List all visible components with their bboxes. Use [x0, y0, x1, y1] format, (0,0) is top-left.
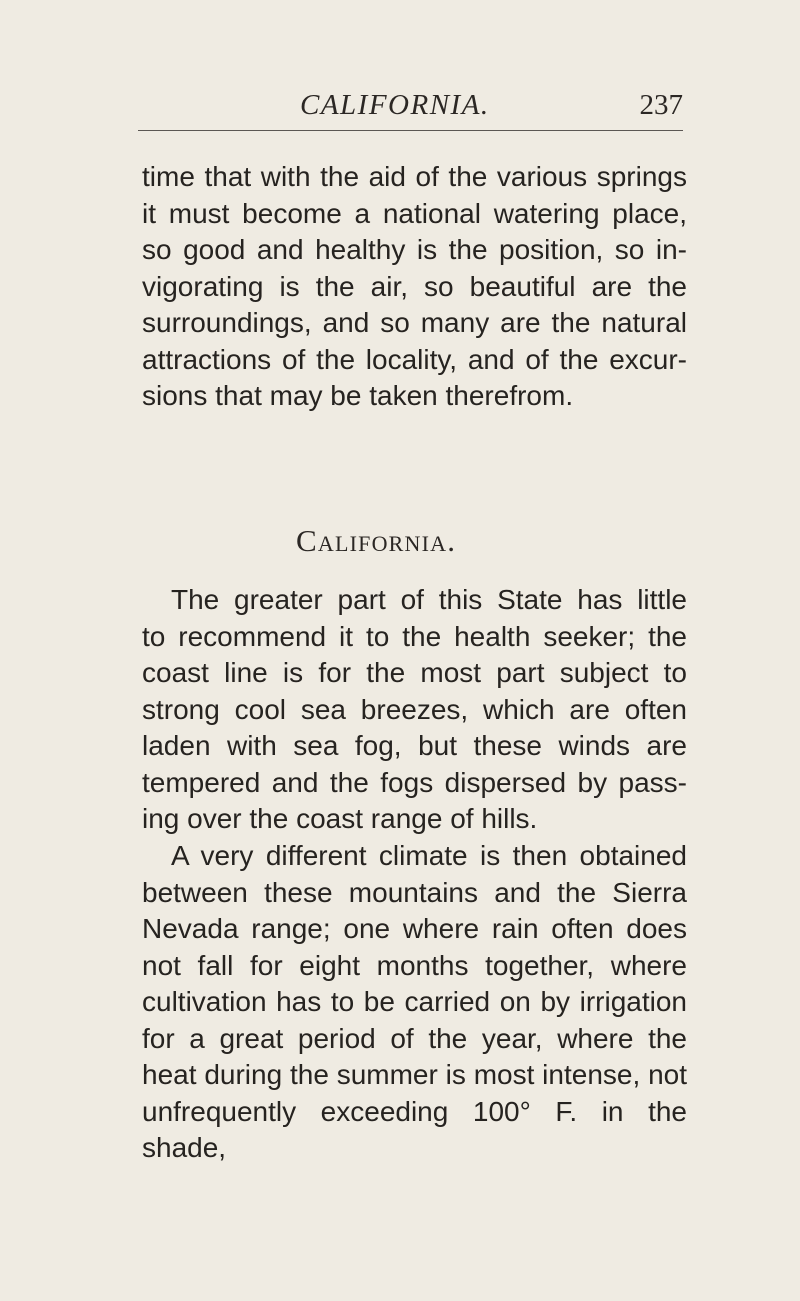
- text-line: it must become a national watering place,: [142, 197, 687, 229]
- section-heading: California.: [296, 523, 457, 558]
- page-number: 237: [639, 89, 683, 121]
- running-title: CALIFORNIA.: [300, 89, 490, 121]
- text-line: coast line is for the most part subject to: [142, 657, 687, 688]
- text-line: not fall for eight months together, where: [142, 949, 687, 981]
- text-line: heat during the summer is most intense, not: [142, 1059, 687, 1090]
- text-line: surroundings, and so many are the natural: [142, 307, 687, 338]
- text-line: for a great period of the year, where the: [142, 1022, 687, 1054]
- text-line: between these mountains and the Sierra: [142, 876, 687, 908]
- text-line: vigorating is the air, so beautiful are the: [142, 270, 687, 302]
- text-line: A very different climate is then obtained: [171, 840, 687, 871]
- text-line: Nevada range; one where rain often does: [142, 913, 687, 944]
- paragraph-2: [142, 582, 687, 838]
- text-line: attractions of the locality, and of the excur-: [142, 343, 687, 375]
- text-line: sions that may be taken therefrom.: [142, 380, 574, 411]
- text-line: cultivation has to be carried on by irrigation: [142, 986, 687, 1017]
- text-line: strong cool sea breezes, which are often: [142, 693, 687, 725]
- text-line: ing over the coast range of hills.: [142, 803, 538, 834]
- text-line: unfrequently exceeding 100° F. in the shade,: [142, 1095, 687, 1163]
- paragraph-3: [142, 838, 687, 1163]
- text-line: The greater part of this State has little: [171, 584, 687, 615]
- paragraph-1: [142, 159, 687, 415]
- text-line: to recommend it to the health seeker; the: [142, 620, 687, 652]
- text-line: time that with the aid of the various springs: [142, 161, 687, 192]
- text-line: tempered and the fogs dispersed by pass-: [142, 766, 687, 798]
- text-line: so good and healthy is the position, so in-: [142, 234, 687, 265]
- running-head: [138, 88, 683, 130]
- text-line: laden with sea fog, but these winds are: [142, 730, 687, 761]
- header-rule: [138, 130, 683, 131]
